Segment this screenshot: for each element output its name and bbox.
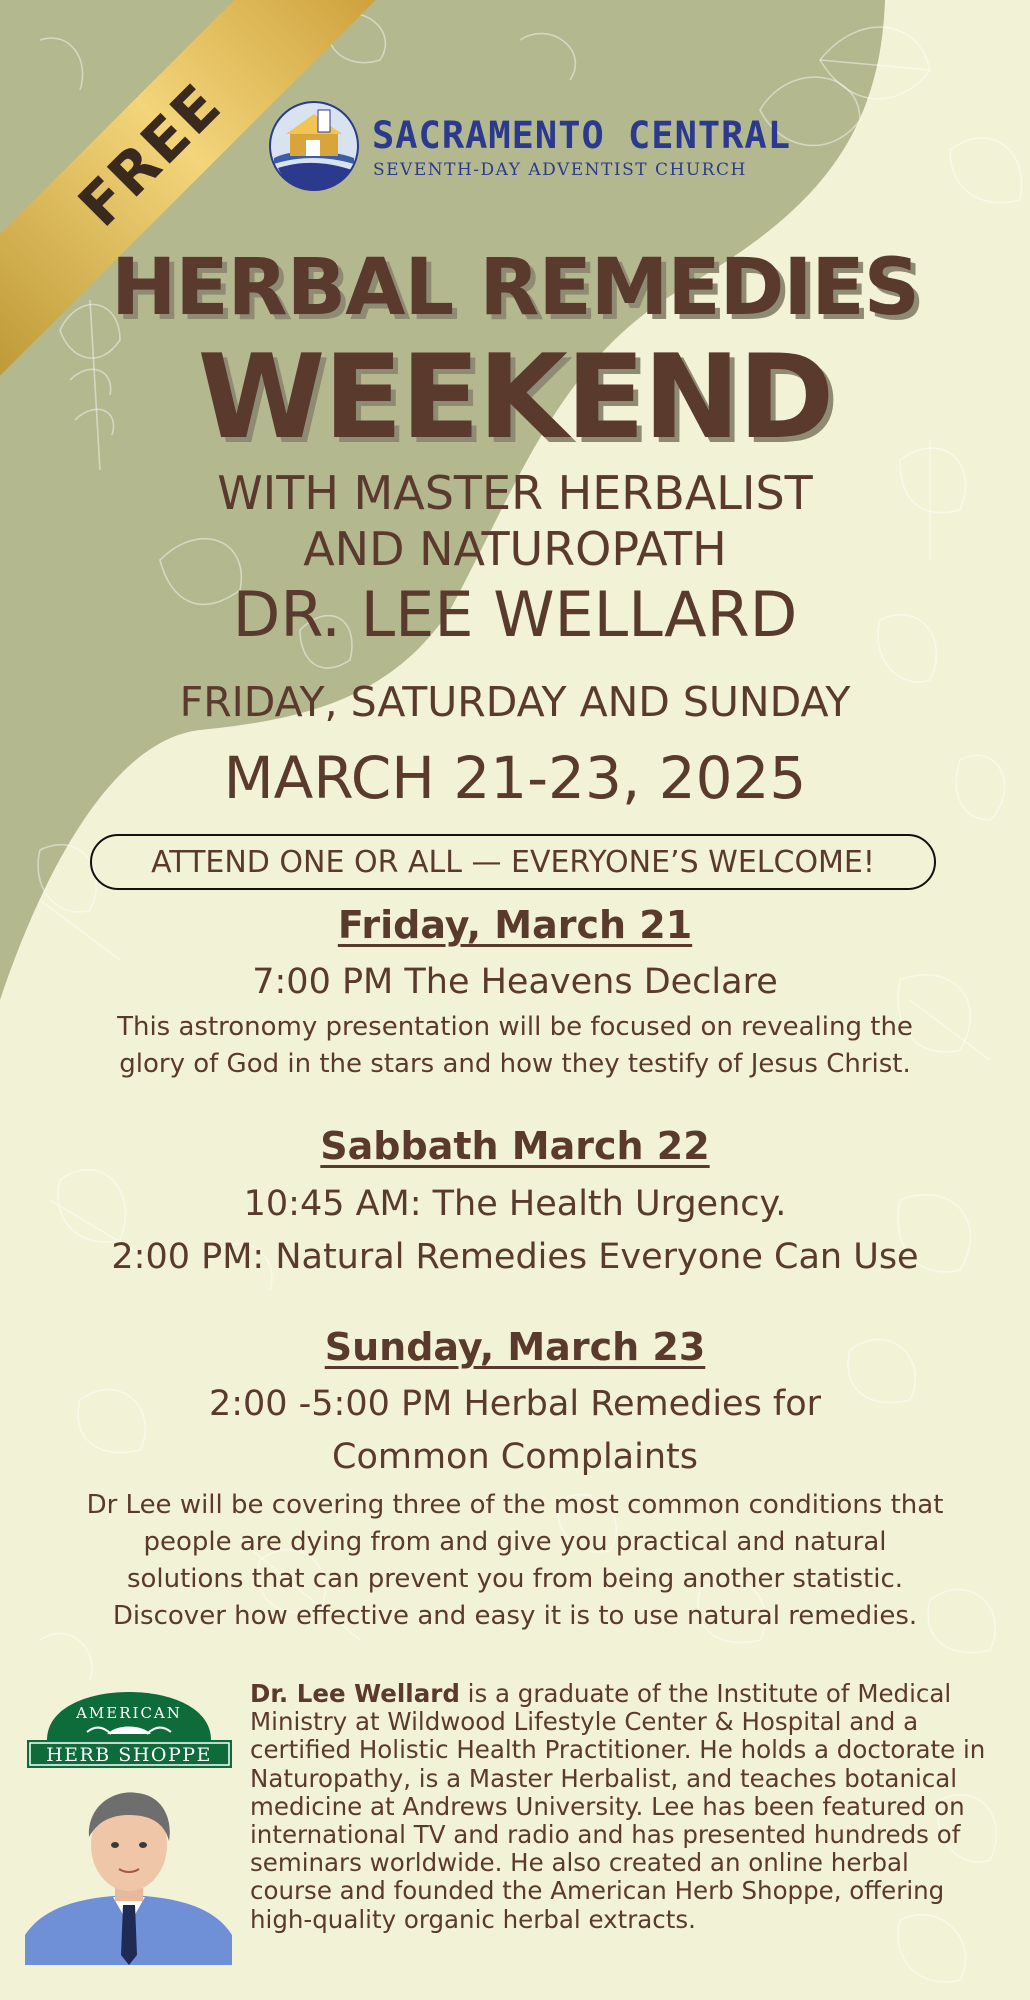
sunday-event-1: 2:00 -5:00 PM Herbal Remedies for [208, 1384, 822, 1424]
church-name: SACRAMENTO CENTRAL [372, 114, 791, 157]
sabbath-heading: Sabbath March 22 [320, 1124, 710, 1168]
church-subtitle: SEVENTH-DAY ADVENTIST CHURCH [373, 160, 747, 180]
subtitle-line-2: AND NATUROPATH [303, 522, 727, 576]
title-line-1: HERBAL REMEDIES [111, 243, 919, 333]
friday-event-1: 7:00 PM The Heavens Declare [252, 962, 778, 1002]
doctor-name: DR. LEE WELLARD [232, 578, 798, 651]
event-days: FRIDAY, SATURDAY AND SUNDAY [179, 678, 851, 726]
bio-name: Dr. Lee Wellard [250, 1679, 460, 1708]
attend-banner: ATTEND ONE OR ALL — EVERYONE’S WELCOME! [90, 834, 936, 890]
church-logo-icon [268, 100, 360, 192]
herb-shoppe-line-2: HERB SHOPPE [46, 1744, 212, 1766]
free-label: FREE [65, 70, 235, 240]
herb-shoppe-line-1: AMERICAN [76, 1704, 182, 1722]
subtitle-line-1: WITH MASTER HERBALIST [217, 466, 813, 520]
sabbath-event-2: 2:00 PM: Natural Remedies Everyone Can Use [111, 1237, 919, 1277]
doctor-bio [250, 1680, 990, 1934]
event-dates: MARCH 21-23, 2025 [223, 744, 807, 812]
friday-desc-line-2: glory of God in the stars and how they testify of Jesus Christ. [119, 1049, 911, 1079]
title-line-2: WEEKEND [197, 330, 833, 465]
sunday-desc-line-4: Discover how effective and easy it is to use natural remedies. [112, 1601, 918, 1631]
sunday-heading: Sunday, March 23 [324, 1325, 706, 1369]
sunday-event-2: Common Complaints [332, 1437, 698, 1477]
friday-heading: Friday, March 21 [337, 903, 693, 947]
friday-desc-line-1: This astronomy presentation will be focused on revealing the [117, 1012, 913, 1042]
sabbath-event-1: 10:45 AM: The Health Urgency. [243, 1184, 787, 1224]
doctor-portrait [25, 1785, 232, 1965]
sunday-desc-line-2: people are dying from and give you practical and natural [143, 1527, 887, 1557]
bio-text: is a graduate of the Institute of Medical Ministry at Wildwood Lifestyle Center & Hospital and a certified Holistic Health Practitioner. He holds a doctorate in Naturopathy, is a Master Herbalist, and teaches botanical medicine at Andrews University. Lee has been featured on international TV and radio and has presented hundreds of seminars worldwide. He also created an online herbal course and founded the American Herb Shoppe, offering high-quality organic herbal extracts. [250, 1679, 986, 1934]
sunday-desc-line-1: Dr Lee will be covering three of the most common conditions that [86, 1490, 944, 1520]
herb-shoppe-logo [27, 1688, 232, 1768]
sunday-desc-line-3: solutions that can prevent you from being another statistic. [126, 1564, 904, 1594]
